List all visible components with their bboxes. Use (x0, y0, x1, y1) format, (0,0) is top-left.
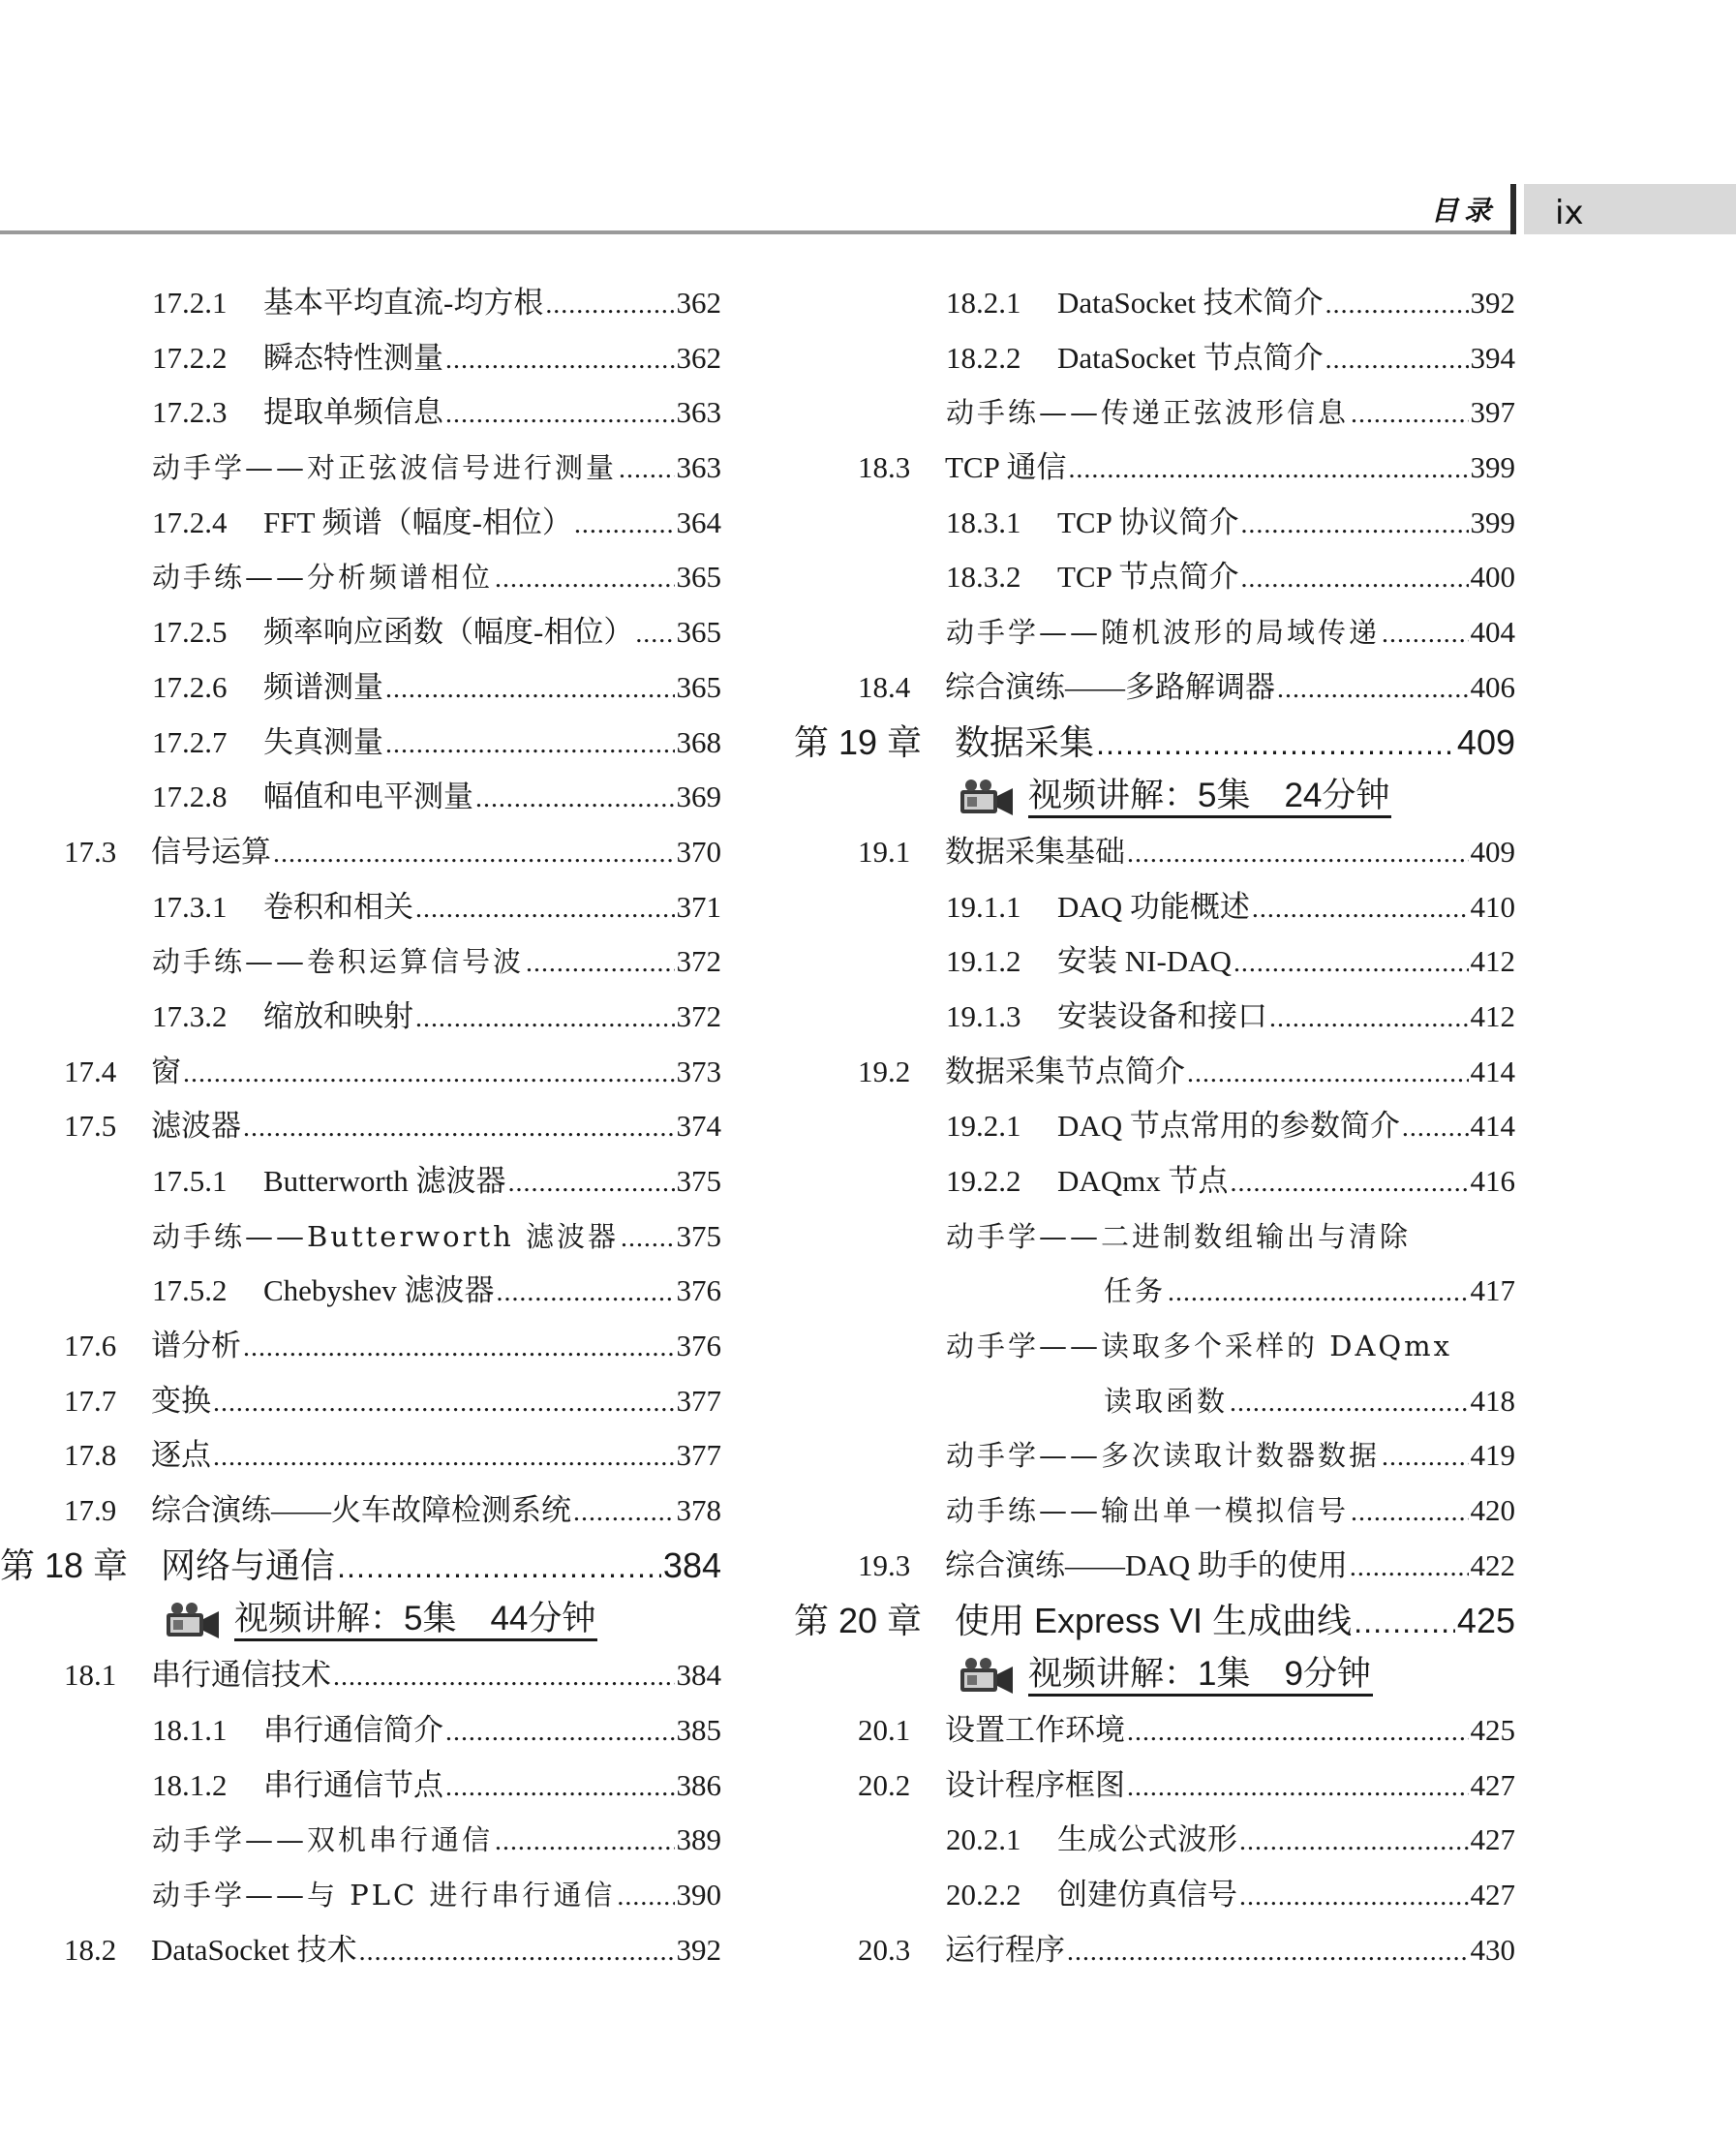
toc-leader-dots (1096, 717, 1455, 772)
toc-leader-dots (508, 1156, 675, 1211)
toc-entry-number: 17.2.6 (152, 669, 228, 704)
toc-entry-page: 392 (676, 1932, 721, 1967)
toc-entry-page: 414 (1470, 1109, 1515, 1144)
toc-leader-dots (333, 1650, 675, 1705)
toc-entry-exercise[interactable] (794, 605, 1515, 660)
toc-entry-title: DataSocket 技术简介 (1057, 286, 1324, 320)
toc-entry-sub[interactable] (0, 1154, 721, 1209)
toc-entry-sub[interactable] (794, 934, 1515, 990)
toc-entry-sub[interactable] (0, 276, 721, 331)
toc-entry-number: 17.5 (64, 1109, 117, 1144)
toc-entry-title: FFT 频谱（幅度-相位） (263, 505, 572, 539)
toc-entry-number: 20.1 (858, 1712, 911, 1747)
toc-entry-page: 370 (676, 834, 721, 869)
toc-entry-page: 430 (1470, 1932, 1515, 1967)
toc-entry-sub[interactable] (0, 1703, 721, 1759)
toc-leader-dots (1240, 552, 1468, 607)
toc-entry-number: 20.3 (858, 1932, 911, 1967)
toc-entry-page: 412 (1470, 944, 1515, 979)
toc-leader-dots (445, 1760, 675, 1816)
toc-leader-dots (545, 278, 674, 333)
toc-entry-sub[interactable] (0, 1264, 721, 1319)
toc-entry-sec[interactable] (794, 1539, 1515, 1594)
toc-leader-dots (1350, 1541, 1469, 1596)
toc-entry-title: 综合演练——DAQ 助手的使用 (945, 1547, 1348, 1582)
header-label: 目录 (1431, 195, 1498, 227)
toc-entry-sub[interactable] (0, 385, 721, 441)
toc-entry-number: 18.2.2 (946, 340, 1021, 375)
toc-entry-title: 动手练——传递正弦波形信息 (946, 396, 1350, 430)
toc-entry-page: 410 (1470, 889, 1515, 924)
toc-entry-sec[interactable] (0, 1428, 721, 1483)
toc-leader-dots (1067, 1925, 1469, 1980)
toc-leader-dots (621, 1211, 674, 1267)
toc-entry-number: 第 18 章 (0, 1545, 129, 1585)
toc-entry-page: 376 (676, 1273, 721, 1308)
toc-entry-title: 动手练——分析频谱相位 (152, 561, 494, 595)
toc-leader-dots (1325, 278, 1469, 333)
toc-leader-dots (243, 1321, 675, 1376)
toc-entry-sub[interactable] (0, 1759, 721, 1814)
toc-entry-exercise[interactable] (0, 1209, 721, 1265)
toc-entry-title: Chebyshev 滤波器 (263, 1273, 495, 1308)
toc-leader-dots (1239, 1815, 1469, 1870)
toc-entry-title: 逐点 (151, 1438, 211, 1473)
toc-entry-number: 17.5.2 (152, 1273, 228, 1308)
toc-entry-number: 19.1.2 (946, 944, 1021, 979)
toc-entry-title: 卷积和相关 (263, 889, 413, 924)
toc-entry-title: 缩放和映射 (263, 998, 413, 1033)
toc-entry-page: 389 (676, 1822, 721, 1857)
toc-entry-page: 425 (1456, 1600, 1515, 1640)
toc-entry-page: 399 (1470, 450, 1515, 485)
toc-entry-title: 任务 (1104, 1274, 1167, 1308)
toc-entry-sub[interactable] (794, 1813, 1515, 1868)
toc-entry-title: 串行通信简介 (263, 1712, 443, 1747)
toc-entry-sub[interactable] (794, 331, 1515, 386)
toc-entry-number: 17.2.2 (152, 340, 228, 375)
toc-entry-title: 数据采集节点简介 (945, 1054, 1185, 1088)
toc-leader-dots (1240, 498, 1468, 553)
toc-leader-dots (1239, 1870, 1469, 1925)
toc-entry-number: 17.8 (64, 1438, 117, 1473)
toc-leader-dots (243, 1101, 675, 1156)
toc-entry-page: 427 (1470, 1877, 1515, 1912)
toc-entry-title: 瞬态特性测量 (263, 340, 443, 375)
video-lecture-info (794, 1648, 1515, 1703)
toc-entry-page: 362 (676, 340, 721, 375)
toc-entry-page: 385 (676, 1712, 721, 1747)
toc-entry-title: 频率响应函数（幅度-相位） (263, 615, 634, 650)
toc-right-column (794, 276, 1515, 1977)
toc-leader-dots (1351, 387, 1468, 443)
toc-entry-page: 377 (676, 1383, 721, 1418)
toc-entry-title: 动手学——对正弦波信号进行测量 (152, 451, 618, 485)
toc-entry-title: 变换 (151, 1383, 211, 1418)
toc-leader-dots (415, 882, 675, 937)
toc-leader-dots (359, 1925, 675, 1980)
toc-entry-page: 406 (1470, 669, 1515, 704)
toc-entry-exercise[interactable] (794, 385, 1515, 441)
toc-entry-page: 399 (1470, 505, 1515, 539)
toc-leader-dots (1351, 1485, 1468, 1541)
toc-entry-sub[interactable] (0, 605, 721, 660)
toc-entry-exercise[interactable] (0, 441, 721, 496)
toc-entry-number: 17.2.4 (152, 505, 228, 539)
toc-entry-title: DAQ 功能概述 (1057, 889, 1250, 924)
toc-entry-page: 373 (676, 1054, 721, 1088)
toc-entry-exercise[interactable] (0, 1813, 721, 1868)
toc-entry-title: 滤波器 (151, 1109, 241, 1144)
toc-entry-title: 网络与通信 (161, 1545, 336, 1585)
toc-entry-page: 384 (676, 1658, 721, 1693)
toc-entry-title: 读取函数 (1104, 1384, 1229, 1418)
toc-entry-number: 17.5.1 (152, 1164, 228, 1198)
toc-leader-dots (619, 443, 674, 498)
toc-entry-page: 372 (676, 998, 721, 1033)
toc-entry-page: 371 (676, 889, 721, 924)
toc-entry-title: 安装 NI-DAQ (1057, 944, 1232, 979)
toc-entry-page: 365 (676, 615, 721, 650)
toc-entry-number: 19.2.1 (946, 1109, 1021, 1144)
toc-leader-dots (1269, 992, 1469, 1047)
toc-entry-sec[interactable] (0, 1319, 721, 1374)
header-separator (1510, 184, 1516, 234)
toc-entry-number: 19.1.1 (946, 889, 1021, 924)
toc-entry-number: 19.3 (858, 1547, 911, 1582)
toc-leader-dots (574, 498, 675, 553)
toc-entry-title: 串行通信节点 (263, 1767, 443, 1802)
toc-entry-exercise-head[interactable] (794, 1319, 1515, 1374)
toc-leader-dots (573, 1485, 675, 1541)
toc-entry-sub[interactable] (794, 1099, 1515, 1154)
toc-entry-exercise[interactable] (0, 1868, 721, 1923)
toc-entry-page: 414 (1470, 1054, 1515, 1088)
toc-entry-page: 377 (676, 1438, 721, 1473)
toc-entry-title: 设计程序框图 (945, 1767, 1125, 1802)
toc-leader-dots (1231, 1156, 1469, 1211)
toc-entry-page: 409 (1470, 834, 1515, 869)
toc-entry-title: 动手练——Butterworth 滤波器 (152, 1219, 620, 1253)
toc-entry-title: DataSocket 技术 (151, 1932, 357, 1967)
toc-entry-exercise[interactable] (0, 550, 721, 605)
video-lecture-text: 视频讲解：5集 44分钟 (234, 1600, 597, 1641)
toc-entry-sec[interactable] (0, 1374, 721, 1429)
toc-entry-number: 19.2.2 (946, 1164, 1021, 1198)
toc-leader-dots (1233, 936, 1469, 992)
toc-entry-sub[interactable] (794, 1868, 1515, 1923)
toc-entry-number: 18.3.1 (946, 505, 1021, 539)
toc-entry-sub[interactable] (0, 770, 721, 825)
toc-leader-dots (337, 1540, 661, 1595)
toc-entry-title: DataSocket 节点简介 (1057, 340, 1324, 375)
toc-entry-title: TCP 通信 (945, 450, 1067, 485)
toc-entry-page: 417 (1470, 1273, 1515, 1308)
toc-entry-page: 376 (676, 1329, 721, 1363)
toc-entry-title: 动手学——与 PLC 进行串行通信 (152, 1878, 616, 1912)
toc-leader-dots (213, 1376, 675, 1431)
toc-entry-title: DAQmx 节点 (1057, 1164, 1229, 1198)
toc-leader-dots (1187, 1047, 1469, 1102)
toc-entry-page: 365 (676, 669, 721, 704)
toc-entry-page: 392 (1470, 286, 1515, 320)
toc-entry-page: 368 (676, 724, 721, 759)
toc-entry-title: 基本平均直流-均方根 (263, 286, 544, 320)
toc-entry-title: TCP 协议简介 (1057, 505, 1239, 539)
toc-leader-dots (1382, 607, 1468, 662)
toc-leader-dots (1354, 1595, 1455, 1650)
toc-entry-page: 365 (676, 560, 721, 595)
toc-entry-exercise[interactable] (0, 934, 721, 990)
toc-leader-dots (273, 827, 675, 882)
toc-entry-page: 364 (676, 505, 721, 539)
toc-leader-dots (617, 1870, 674, 1925)
toc-entry-chapter[interactable] (0, 1539, 721, 1594)
toc-leader-dots (495, 552, 674, 607)
toc-leader-dots (1402, 1101, 1469, 1156)
toc-entry-exercise-cont[interactable] (794, 1374, 1515, 1429)
toc-entry-title: 频谱测量 (263, 669, 383, 704)
toc-leader-dots (1127, 1760, 1469, 1816)
toc-entry-number: 18.1.2 (152, 1767, 228, 1802)
toc-entry-page: 420 (1470, 1493, 1515, 1528)
video-camera-icon (165, 1602, 221, 1640)
toc-entry-number: 17.2.8 (152, 780, 228, 814)
toc-leader-dots (445, 333, 675, 388)
video-camera-icon (959, 1657, 1015, 1696)
toc-entry-page: 422 (1470, 1547, 1515, 1582)
toc-entry-chapter[interactable] (794, 1594, 1515, 1649)
toc-entry-title: 窗 (151, 1054, 181, 1088)
toc-entry-number: 第 19 章 (794, 721, 923, 762)
toc-entry-sub[interactable] (0, 990, 721, 1045)
toc-entry-sec[interactable] (0, 1923, 721, 1978)
toc-entry-number: 第 20 章 (794, 1600, 923, 1640)
toc-leader-dots (1127, 1705, 1469, 1760)
toc-entry-title: 动手学——双机串行通信 (152, 1823, 494, 1857)
toc-entry-sec[interactable] (0, 1045, 721, 1100)
toc-entry-sec[interactable] (794, 441, 1515, 496)
toc-entry-number: 19.2 (858, 1054, 911, 1088)
video-lecture-text: 视频讲解：5集 24分钟 (1028, 777, 1391, 818)
toc-entry-sub[interactable] (794, 880, 1515, 935)
toc-leader-dots (213, 1430, 675, 1485)
toc-entry-title: 数据采集 (955, 721, 1095, 762)
toc-entry-title: 运行程序 (945, 1932, 1065, 1967)
toc-entry-sub[interactable] (0, 716, 721, 771)
toc-leader-dots (183, 1047, 675, 1102)
toc-entry-number: 20.2 (858, 1767, 911, 1802)
toc-entry-title: 提取单频信息 (263, 395, 443, 430)
toc-entry-title: 动手练——输出单一模拟信号 (946, 1494, 1350, 1528)
toc-entry-sub[interactable] (794, 550, 1515, 605)
toc-entry-page: 362 (676, 286, 721, 320)
toc-entry-number: 17.6 (64, 1329, 117, 1363)
toc-entry-title: 谱分析 (151, 1329, 241, 1363)
toc-leader-dots (1230, 1376, 1468, 1431)
toc-leader-dots (495, 1815, 674, 1870)
toc-entry-title: 生成公式波形 (1057, 1822, 1237, 1857)
toc-entry-exercise[interactable] (794, 1483, 1515, 1539)
toc-entry-number: 17.2.7 (152, 724, 228, 759)
toc-entry-number: 17.3.2 (152, 998, 228, 1033)
toc-entry-title: 动手学——随机波形的局域传递 (946, 616, 1381, 650)
toc-entry-title: 动手学——二进制数组输出与清除 (946, 1219, 1412, 1253)
toc-leader-dots (1168, 1266, 1468, 1321)
toc-entry-sub[interactable] (794, 990, 1515, 1045)
toc-entry-number: 18.3 (858, 450, 911, 485)
toc-entry-number: 18.4 (858, 669, 911, 704)
toc-entry-sec[interactable] (0, 1099, 721, 1154)
toc-entry-page: 372 (676, 944, 721, 979)
toc-entry-title: 串行通信技术 (151, 1658, 331, 1693)
toc-entry-page: 378 (676, 1493, 721, 1528)
toc-entry-sub[interactable] (0, 331, 721, 386)
toc-entry-page: 412 (1470, 998, 1515, 1033)
toc-entry-title: 信号运算 (151, 834, 271, 869)
toc-leader-dots (1068, 443, 1468, 498)
toc-entry-title: 使用 Express VI 生成曲线 (955, 1600, 1353, 1640)
toc-leader-dots (385, 718, 675, 773)
toc-entry-title: 综合演练——多路解调器 (945, 669, 1275, 704)
toc-entry-page: 390 (676, 1877, 721, 1912)
toc-entry-page: 419 (1470, 1438, 1515, 1473)
toc-entry-sub[interactable] (0, 880, 721, 935)
toc-entry-sec[interactable] (794, 1045, 1515, 1100)
toc-leader-dots (445, 387, 675, 443)
toc-entry-page: 363 (676, 395, 721, 430)
toc-entry-sec[interactable] (794, 1759, 1515, 1814)
toc-entry-page: 394 (1470, 340, 1515, 375)
toc-entry-page: 416 (1470, 1164, 1515, 1198)
toc-entry-number: 19.1.3 (946, 998, 1021, 1033)
toc-entry-page: 427 (1470, 1767, 1515, 1802)
video-lecture-info (794, 770, 1515, 825)
header-rule (0, 230, 1513, 234)
toc-entry-number: 18.2.1 (946, 286, 1021, 320)
toc-entry-number: 17.7 (64, 1383, 117, 1418)
toc-entry-page: 363 (676, 450, 721, 485)
toc-entry-sub[interactable] (794, 496, 1515, 551)
toc-entry-number: 18.3.2 (946, 560, 1021, 595)
toc-entry-number: 17.2.1 (152, 286, 228, 320)
toc-entry-number: 17.3.1 (152, 889, 228, 924)
toc-entry-chapter[interactable] (794, 716, 1515, 771)
toc-entry-sub[interactable] (794, 276, 1515, 331)
toc-entry-number: 17.2.5 (152, 615, 228, 650)
toc-entry-title: 综合演练——火车故障检测系统 (151, 1493, 571, 1528)
toc-leader-dots (1325, 333, 1469, 388)
toc-entry-title: 设置工作环境 (945, 1712, 1125, 1747)
video-lecture-text: 视频讲解：1集 9分钟 (1028, 1655, 1373, 1697)
toc-entry-title: 动手练——卷积运算信号波 (152, 945, 525, 979)
toc-entry-number: 17.3 (64, 834, 117, 869)
toc-leader-dots (475, 772, 675, 827)
toc-entry-page: 400 (1470, 560, 1515, 595)
toc-entry-page: 404 (1470, 615, 1515, 650)
toc-entry-number: 18.2 (64, 1932, 117, 1967)
toc-leader-dots (1127, 827, 1469, 882)
toc-leader-dots (526, 936, 674, 992)
toc-entry-number: 17.9 (64, 1493, 117, 1528)
toc-entry-sub[interactable] (0, 496, 721, 551)
toc-leader-dots (497, 1266, 675, 1321)
toc-entry-number: 18.1.1 (152, 1712, 228, 1747)
toc-leader-dots (1382, 1430, 1468, 1485)
toc-entry-title: 安装设备和接口 (1057, 998, 1267, 1033)
toc-entry-sec[interactable] (794, 1703, 1515, 1759)
toc-entry-title: Butterworth 滤波器 (263, 1164, 506, 1198)
toc-leader-dots (415, 992, 675, 1047)
toc-entry-number: 17.4 (64, 1054, 117, 1088)
toc-leader-dots (1252, 882, 1469, 937)
toc-entry-sec[interactable] (0, 825, 721, 880)
toc-leader-dots (445, 1705, 675, 1760)
toc-entry-exercise-head[interactable] (794, 1209, 1515, 1265)
toc-entry-page: 386 (676, 1767, 721, 1802)
toc-entry-title: TCP 节点简介 (1057, 560, 1239, 595)
toc-entry-title: 失真测量 (263, 724, 383, 759)
toc-entry-page: 369 (676, 780, 721, 814)
toc-entry-page: 374 (676, 1109, 721, 1144)
toc-leader-dots (1277, 662, 1469, 718)
toc-entry-sec[interactable] (0, 1648, 721, 1703)
toc-leader-dots (385, 662, 675, 718)
toc-entry-page: 375 (676, 1218, 721, 1253)
toc-entry-sub[interactable] (0, 660, 721, 716)
toc-entry-number: 18.1 (64, 1658, 117, 1693)
toc-entry-title: 数据采集基础 (945, 834, 1125, 869)
toc-entry-title: 幅值和电平测量 (263, 780, 473, 814)
video-camera-icon (959, 779, 1015, 817)
toc-entry-sec[interactable] (794, 660, 1515, 716)
toc-entry-number: 17.2.3 (152, 395, 228, 430)
toc-entry-sec[interactable] (794, 825, 1515, 880)
toc-entry-sub[interactable] (794, 1154, 1515, 1209)
toc-entry-exercise[interactable] (794, 1428, 1515, 1483)
toc-entry-sec[interactable] (794, 1923, 1515, 1978)
toc-left-column (0, 276, 721, 1977)
toc-entry-number: 19.1 (858, 834, 911, 869)
toc-entry-page: 425 (1470, 1712, 1515, 1747)
toc-entry-exercise-cont[interactable] (794, 1264, 1515, 1319)
page-number: ix (1555, 194, 1584, 232)
toc-entry-title: 创建仿真信号 (1057, 1877, 1237, 1912)
toc-entry-sec[interactable] (0, 1483, 721, 1539)
toc-entry-page: 427 (1470, 1822, 1515, 1857)
toc-entry-page: 418 (1470, 1383, 1515, 1418)
toc-entry-page: 384 (662, 1545, 721, 1585)
toc-entry-page: 375 (676, 1164, 721, 1198)
toc-leader-dots (635, 607, 674, 662)
toc-entry-page: 397 (1470, 395, 1515, 430)
toc-entry-title: DAQ 节点常用的参数简介 (1057, 1109, 1400, 1144)
toc-entry-number: 20.2.2 (946, 1877, 1021, 1912)
toc-entry-page: 409 (1456, 721, 1515, 762)
toc-entry-number: 20.2.1 (946, 1822, 1021, 1857)
toc-entry-title: 动手学——多次读取计数器数据 (946, 1439, 1381, 1473)
video-lecture-info (0, 1594, 721, 1649)
toc-entry-title: 动手学——读取多个采样的 DAQmx (946, 1330, 1453, 1363)
